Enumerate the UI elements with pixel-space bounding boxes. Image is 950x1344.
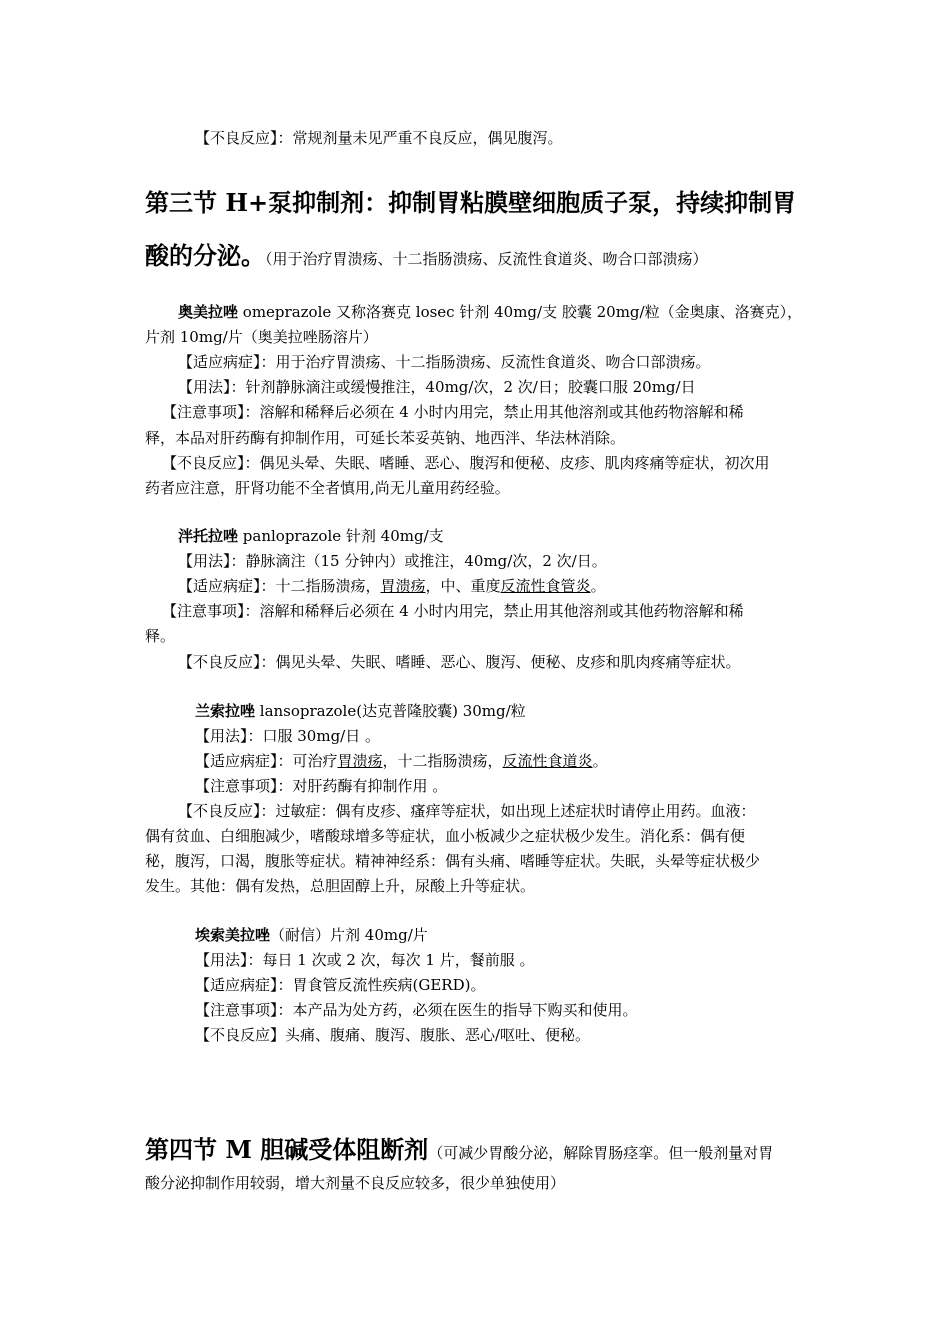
pantoprazole-indication: 【适应病症】：十二指肠溃疡，胃溃疡，中、重度反流性食管炎。 (178, 577, 606, 595)
esomeprazole-adverse: 【不良反应】头痛、腹痛、腹泻、腹胀、恶心/呕吐、便秘。 (195, 1026, 591, 1044)
lansoprazole-adverse-line2: 偶有贫血、白细胞减少，嗜酸球增多等症状，血小板减少之症状极少发生。消化系：偶有便 (145, 827, 746, 845)
lansoprazole-adverse-line3: 秘，腹泻，口渴，腹胀等症状。精神神经系：偶有头痛、嗜睡等症状。失眠，头晕等症状极少 (145, 852, 761, 870)
lansoprazole-indication: 【适应病症】：可治疗胃溃疡，十二指肠溃疡，反流性食道炎。 (195, 752, 608, 770)
lansoprazole-header: 兰索拉唑 lansoprazole(达克普隆胶囊) 30mg/粒 (195, 702, 526, 720)
drug-name-lansoprazole: 兰索拉唑 (195, 702, 256, 720)
omeprazole-notes-line1: 【注意事项】：溶解和稀释后必须在 4 小时内用完，禁止用其他溶剂或其他药物溶解和稀 (162, 403, 744, 421)
esomeprazole-notes: 【注意事项】：本产品为处方药，必须在医生的指导下购买和使用。 (195, 1001, 638, 1019)
drug-name-omeprazole: 奥美拉唑 (178, 303, 239, 321)
lansoprazole-usage: 【用法】：口服 30mg/日 。 (195, 727, 381, 745)
lansoprazole-adverse-line1: 【不良反应】：过敏症：偶有皮疹、瘙痒等症状，如出现上述症状时请停止用药。血液： (178, 802, 756, 820)
omeprazole-notes-line2: 释，本品对肝药酶有抑制作用，可延长苯妥英钠、地西泮、华法林消除。 (145, 429, 626, 447)
section2-adverse-text: 【不良反应】：常规剂量未见严重不良反应，偶见腹泻。 (195, 129, 563, 147)
pantoprazole-header: 泮托拉唑 panloprazole 针剂 40mg/支 (178, 527, 444, 545)
lansoprazole-adverse-line4: 发生。其他：偶有发热，总胆固醇上升，尿酸上升等症状。 (145, 877, 536, 895)
section4-note-line2: 酸分泌抑制作用较弱，增大剂量不良反应较多，很少单独使用） (145, 1174, 566, 1192)
omeprazole-usage: 【用法】：针剂静脉滴注或缓慢推注，40mg/次，2 次/日；胶囊口服 20mg/日 (178, 378, 696, 396)
drug-name-esomeprazole: 埃索美拉唑 (195, 926, 271, 944)
omeprazole-adverse-line2: 药者应注意，肝肾功能不全者慎用,尚无儿童用药经验。 (145, 479, 510, 497)
section4-note: （可减少胃酸分泌，解除胃肠痉挛。但一般剂量对胃 (428, 1144, 774, 1162)
lansoprazole-notes: 【注意事项】：对肝药酶有抑制作用 。 (195, 777, 448, 795)
omeprazole-header: 奥美拉唑 omeprazole 又称洛赛克 losec 针剂 40mg/支 胶囊 20mg/粒（金奥康、洛赛克）， (178, 303, 803, 321)
omeprazole-adverse-line1: 【不良反应】：偶见头晕、失眠、嗜睡、恶心、腹泻和便秘、皮疹、肌肉疼痛等症状，初次用 (162, 454, 770, 472)
drug-name-pantoprazole: 泮托拉唑 (178, 527, 239, 545)
section3-title-line2: 酸的分泌。（用于治疗胃溃疡、十二指肠溃疡、反流性食道炎、吻合口部溃疡） (145, 241, 708, 270)
section3-title-note: （用于治疗胃溃疡、十二指肠溃疡、反流性食道炎、吻合口部溃疡） (265, 250, 708, 268)
pantoprazole-usage: 【用法】：静脉滴注（15 分钟内）或推注，40mg/次，2 次/日。 (178, 552, 607, 570)
esomeprazole-usage: 【用法】：每日 1 次或 2 次，每次 1 片，餐前服 。 (195, 951, 535, 969)
omeprazole-desc-line2: 片剂 10mg/片（奥美拉唑肠溶片） (145, 328, 378, 346)
section4-title: 第四节 M 胆碱受体阻断剂（可减少胃酸分泌，解除胃肠痉挛。但一般剂量对胃 (145, 1135, 774, 1164)
pantoprazole-notes-line2: 释。 (145, 627, 176, 645)
pantoprazole-notes-line1: 【注意事项】：溶解和稀释后必须在 4 小时内用完，禁止用其他溶剂或其他药物溶解和稀 (162, 602, 744, 620)
section3-title-line1: 第三节 H+泵抑制剂：抑制胃粘膜壁细胞质子泵，持续抑制胃 (145, 188, 797, 217)
esomeprazole-header: 埃索美拉唑（耐信）片剂 40mg/片 (195, 926, 428, 944)
esomeprazole-indication: 【适应病症】：胃食管反流性疾病(GERD)。 (195, 976, 486, 994)
omeprazole-indication: 【适应病症】：用于治疗胃溃疡、十二指肠溃疡、反流性食道炎、吻合口部溃疡。 (178, 353, 711, 371)
pantoprazole-adverse: 【不良反应】：偶见头晕、失眠、嗜睡、恶心、腹泻、便秘、皮疹和肌肉疼痛等症状。 (178, 653, 741, 671)
